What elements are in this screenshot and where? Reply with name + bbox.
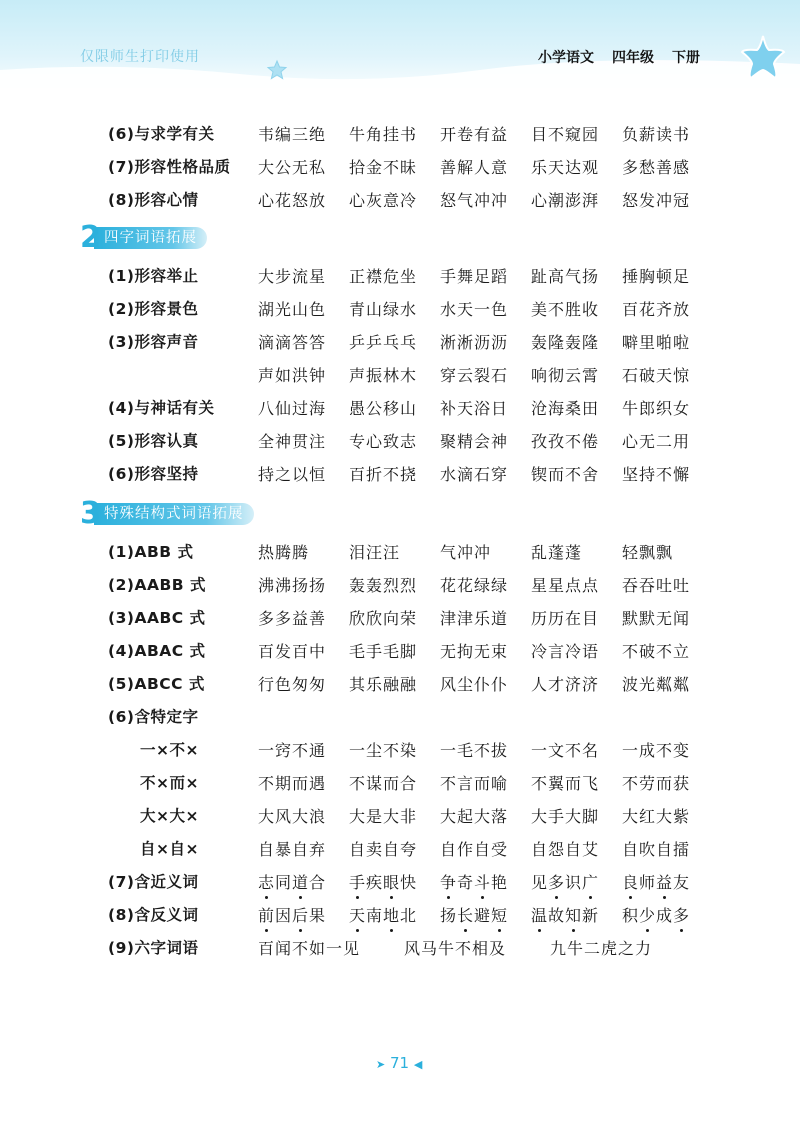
idiom-row: [0, 573, 800, 606]
idiom-word: 沧海桑田: [531, 399, 600, 418]
idiom-word: 淅淅沥沥: [440, 333, 509, 352]
idiom-word: 花花绿绿: [440, 576, 509, 595]
idiom-word: 不翼而飞: [531, 774, 600, 793]
idiom-word: 乐天达观: [531, 158, 600, 177]
idiom-word: 历历在目: [531, 609, 600, 628]
idiom-row: [0, 771, 800, 804]
idiom-word: 默默无闻: [622, 609, 691, 628]
idiom-word: 八仙过海: [258, 399, 327, 418]
idiom-word: 声振林木: [349, 366, 418, 385]
idiom-word: 一尘不染: [349, 741, 418, 760]
idiom-row: [0, 188, 800, 221]
idiom-word: 响彻云霄: [531, 366, 600, 385]
idiom-word: 人才济济: [531, 675, 600, 694]
section-number: 3: [80, 496, 101, 531]
idiom-word: 风尘仆仆: [440, 675, 509, 694]
right-arrow-icon: ◀: [413, 1058, 423, 1071]
section-number: 2: [80, 220, 101, 255]
idiom-row: [0, 155, 800, 188]
idiom-word: 大起大落: [440, 807, 509, 826]
idiom-word: 波光粼粼: [622, 675, 691, 694]
idiom-word: 温故知新: [531, 903, 599, 926]
category-label: (8)形容心情: [108, 191, 199, 209]
idiom-word: 乒乒乓乓: [349, 333, 418, 352]
category-label: (6)与求学有关: [108, 125, 215, 143]
idiom-word: 韦编三绝: [258, 125, 327, 144]
idiom-word: 噼里啪啦: [622, 333, 691, 352]
grade-label: 四年级: [612, 50, 654, 66]
category-label: (5)形容认真: [108, 432, 199, 450]
idiom-word: 轻飘飘: [622, 543, 674, 562]
idiom-word: 善解人意: [440, 158, 509, 177]
idiom-word: 水天一色: [440, 300, 509, 319]
idiom-word: 怒气冲冲: [440, 191, 509, 210]
volume-label: 下册: [672, 50, 700, 66]
idiom-word: 手疾眼快: [349, 870, 417, 893]
idiom-row: [0, 396, 800, 429]
idiom-word: 穿云裂石: [440, 366, 509, 385]
idiom-word: 大是大非: [349, 807, 418, 826]
idiom-word: 前因后果: [258, 903, 326, 926]
idiom-word: 补天浴日: [440, 399, 509, 418]
idiom-word: 怒发冲冠: [622, 191, 691, 210]
idiom-word: 扬长避短: [440, 903, 508, 926]
idiom-word: 自作自受: [440, 840, 509, 859]
idiom-row: [0, 330, 800, 363]
idiom-word: 多愁善感: [622, 158, 691, 177]
category-label: (8)含反义词: [108, 906, 199, 924]
idiom-word: 开卷有益: [440, 125, 509, 144]
idiom-row: [0, 264, 800, 297]
idiom-word: 沸沸扬扬: [258, 576, 327, 595]
idiom-word: 心灰意冷: [349, 191, 418, 210]
idiom-word: 负薪读书: [622, 125, 691, 144]
idiom-word: 泪汪汪: [349, 543, 401, 562]
idiom-word: 青山绿水: [349, 300, 418, 319]
idiom-word: 百闻不如一见: [258, 939, 361, 958]
idiom-row: [0, 540, 800, 573]
idiom-word: 美不胜收: [531, 300, 600, 319]
category-label: (6)含特定字: [108, 708, 199, 726]
idiom-word: 石破天惊: [622, 366, 691, 385]
section-title: 四字词语拓展: [94, 227, 207, 249]
idiom-word: 水滴石穿: [440, 465, 509, 484]
idiom-word: 风马牛不相及: [404, 939, 507, 958]
idiom-word: 专心致志: [349, 432, 418, 451]
idiom-word: 滴滴答答: [258, 333, 327, 352]
idiom-word: 大手大脚: [531, 807, 600, 826]
category-label: (4)ABAC 式: [108, 642, 206, 660]
idiom-word: 不破不立: [622, 642, 691, 661]
idiom-word: 天南地北: [349, 903, 417, 926]
idiom-word: 争奇斗艳: [440, 870, 508, 893]
category-label: (2)形容景色: [108, 300, 199, 318]
idiom-row: [0, 462, 800, 495]
section-title: 特殊结构式词语拓展: [94, 503, 254, 525]
subject-label: 小学语文: [538, 50, 594, 66]
idiom-word: 一文不名: [531, 741, 600, 760]
category-label: (7)含近义词: [108, 873, 199, 891]
watermark: 仅限师生打印使用: [80, 49, 200, 65]
page-number-text: 71: [390, 1054, 410, 1072]
idiom-word: 积少成多: [622, 903, 690, 926]
category-label: (5)ABCC 式: [108, 675, 205, 693]
idiom-word: 孜孜不倦: [531, 432, 600, 451]
idiom-word: 心花怒放: [258, 191, 327, 210]
idiom-row: [0, 903, 800, 936]
idiom-word: 自卖自夸: [349, 840, 418, 859]
idiom-word: 正襟危坐: [349, 267, 418, 286]
idiom-word: 聚精会神: [440, 432, 509, 451]
idiom-word: 毛手毛脚: [349, 642, 418, 661]
idiom-word: 拾金不昧: [349, 158, 418, 177]
idiom-word: 牛角挂书: [349, 125, 418, 144]
idiom-word: 不言而喻: [440, 774, 509, 793]
idiom-word: 轰隆轰隆: [531, 333, 600, 352]
idiom-word: 心无二用: [622, 432, 691, 451]
idiom-row: [0, 672, 800, 705]
idiom-word: 其乐融融: [349, 675, 418, 694]
idiom-word: 九牛二虎之力: [550, 939, 653, 958]
idiom-word: 手舞足蹈: [440, 267, 509, 286]
category-label: (4)与神话有关: [108, 399, 215, 417]
category-label: 大×大×: [140, 807, 199, 825]
idiom-row: [0, 738, 800, 771]
category-label: (3)AABC 式: [108, 609, 206, 627]
idiom-word: 大红大紫: [622, 807, 691, 826]
category-label: 自×自×: [140, 840, 199, 858]
idiom-row: [0, 870, 800, 903]
category-label: (2)AABB 式: [108, 576, 206, 594]
idiom-word: 大公无私: [258, 158, 327, 177]
idiom-row: [0, 429, 800, 462]
idiom-word: 愚公移山: [349, 399, 418, 418]
idiom-row: [0, 297, 800, 330]
idiom-word: 行色匆匆: [258, 675, 327, 694]
idiom-row: [0, 705, 800, 738]
idiom-row: [0, 804, 800, 837]
idiom-word: 热腾腾: [258, 543, 310, 562]
idiom-word: 全神贯注: [258, 432, 327, 451]
category-label: (1)形容举止: [108, 267, 199, 285]
idiom-row: [0, 606, 800, 639]
idiom-word: 自暴自弃: [258, 840, 327, 859]
idiom-word: 心潮澎湃: [531, 191, 600, 210]
idiom-word: 一毛不拔: [440, 741, 509, 760]
idiom-word: 见多识广: [531, 870, 599, 893]
idiom-word: 津津乐道: [440, 609, 509, 628]
idiom-row: [0, 363, 800, 396]
idiom-word: 志同道合: [258, 870, 326, 893]
idiom-word: 锲而不舍: [531, 465, 600, 484]
category-label: (7)形容性格品质: [108, 158, 231, 176]
idiom-word: 不谋而合: [349, 774, 418, 793]
idiom-word: 百花齐放: [622, 300, 691, 319]
idiom-word: 自怨自艾: [531, 840, 600, 859]
idiom-word: 湖光山色: [258, 300, 327, 319]
idiom-word: 持之以恒: [258, 465, 327, 484]
idiom-row: [0, 837, 800, 870]
idiom-word: 百折不挠: [349, 465, 418, 484]
idiom-word: 大风大浪: [258, 807, 327, 826]
idiom-word: 趾高气扬: [531, 267, 600, 286]
category-label: 不×而×: [140, 774, 199, 792]
idiom-word: 冷言冷语: [531, 642, 600, 661]
idiom-row: [0, 122, 800, 155]
idiom-word: 牛郎织女: [622, 399, 691, 418]
star-icon: [266, 59, 288, 81]
category-label: 一×不×: [140, 741, 199, 759]
idiom-word: 坚持不懈: [622, 465, 691, 484]
idiom-word: 百发百中: [258, 642, 327, 661]
idiom-word: 自吹自擂: [622, 840, 691, 859]
idiom-word: 欣欣向荣: [349, 609, 418, 628]
idiom-word: 不期而遇: [258, 774, 327, 793]
category-label: (9)六字词语: [108, 939, 199, 957]
idiom-word: 吞吞吐吐: [622, 576, 691, 595]
idiom-word: 乱蓬蓬: [531, 543, 583, 562]
idiom-row: [0, 936, 800, 969]
left-arrow-icon: ➤: [376, 1058, 386, 1071]
idiom-word: 一成不变: [622, 741, 691, 760]
header-info: [538, 47, 718, 67]
idiom-word: 捶胸顿足: [622, 267, 691, 286]
page-number: [376, 1054, 422, 1072]
idiom-word: 多多益善: [258, 609, 327, 628]
idiom-word: 目不窥园: [531, 125, 600, 144]
idiom-word: 一窍不通: [258, 741, 327, 760]
star-icon: [738, 32, 788, 82]
idiom-word: 声如洪钟: [258, 366, 327, 385]
category-label: (1)ABB 式: [108, 543, 194, 561]
category-label: (3)形容声音: [108, 333, 199, 351]
idiom-word: 星星点点: [531, 576, 600, 595]
category-label: (6)形容坚持: [108, 465, 199, 483]
idiom-word: 无拘无束: [440, 642, 509, 661]
idiom-word: 不劳而获: [622, 774, 691, 793]
idiom-row: [0, 639, 800, 672]
idiom-word: 轰轰烈烈: [349, 576, 418, 595]
idiom-word: 大步流星: [258, 267, 327, 286]
idiom-word: 气冲冲: [440, 543, 492, 562]
idiom-word: 良师益友: [622, 870, 690, 893]
